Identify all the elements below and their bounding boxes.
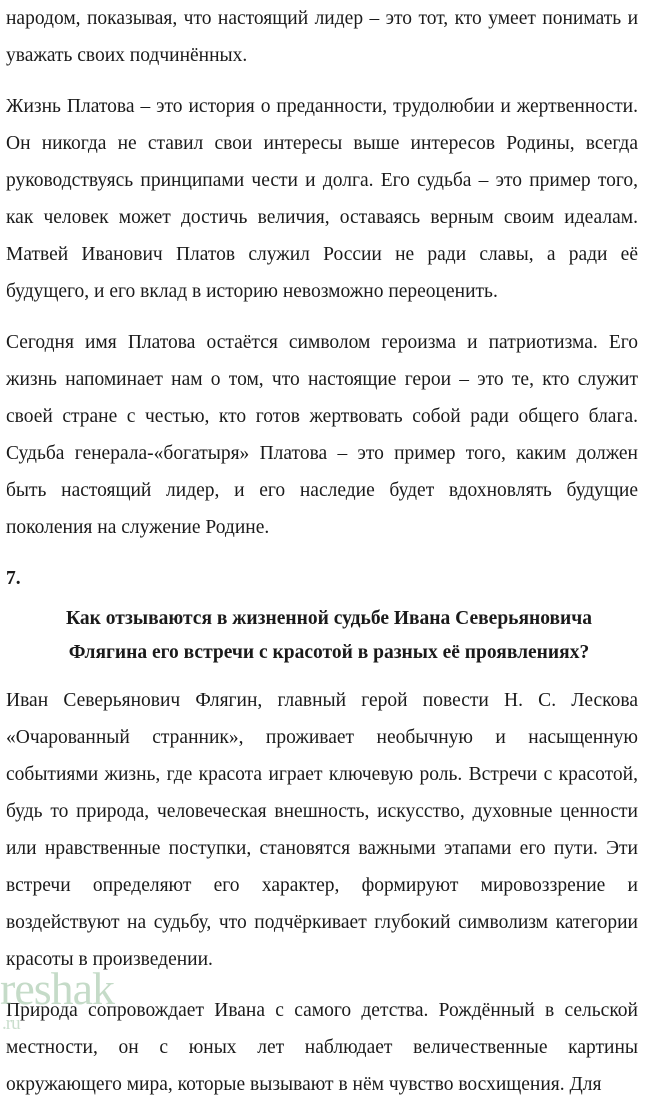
- task-number: 7.: [6, 568, 21, 589]
- question-line-2: Флягина его встречи с красотой в разных её проявлениях?: [68, 642, 590, 663]
- answer-paragraph: Природа сопровождает Ивана с самого детства. Рождённый в сельской местности, он с юных лет наблюдает величественные картины окружающего мира, которые вызывают в нём чувство восхищения. Для: [6, 1000, 638, 1095]
- paragraph: Сегодня имя Платова остаётся символом героизма и патриотизма. Его жизнь напоминает нам о том, что настоящие герои – это те, кто служит своей стране с честью, кто готов жертвовать собой ради общего блага. Судьба генерала-«богатыря» Платова – это пример того, каким должен быть настоящий лидер, и его наследие будет вдохновлять будущие поколения на служение Родине.: [6, 332, 638, 538]
- watermark-main: reshak: [0, 963, 115, 1014]
- question-heading: [24, 602, 634, 670]
- watermark-sub: .ru: [2, 1013, 20, 1034]
- answer-paragraph: Иван Северьянович Флягин, главный герой повести Н. С. Лескова «Очарованный странник», проживает необычную и насыщенную событиями жизнь, где красота играет ключевую роль. Встречи с красотой, будь то природа, человеческая внешность, искусство, духовные ценности или нравственные поступки, становятся важными этапами его пути. Эти встречи определяют его характер, формируют мировоззрение и воздействуют на судьбу, что подчёркивает глубокий символизм категории красоты в произведении.: [6, 690, 638, 970]
- question-line-1: Как отзываются в жизненной судьбе Ивана Северьяновича: [65, 608, 593, 629]
- paragraph: Жизнь Платова – это история о преданности, трудолюбии и жертвенности. Он никогда не ставил свои интересы выше интересов Родины, всегда руководствуясь принципами чести и долга. Его судьба – это пример того, как человек может достичь величия, оставаясь верным своим идеалам. Матвей Иванович Платов служил России не ради славы, а ради её будущего, и его вклад в историю невозможно переоценить.: [6, 96, 638, 302]
- paragraph-continued: народом, показывая, что настоящий лидер – это тот, кто умеет понимать и уважать своих подчинённых.: [6, 8, 638, 66]
